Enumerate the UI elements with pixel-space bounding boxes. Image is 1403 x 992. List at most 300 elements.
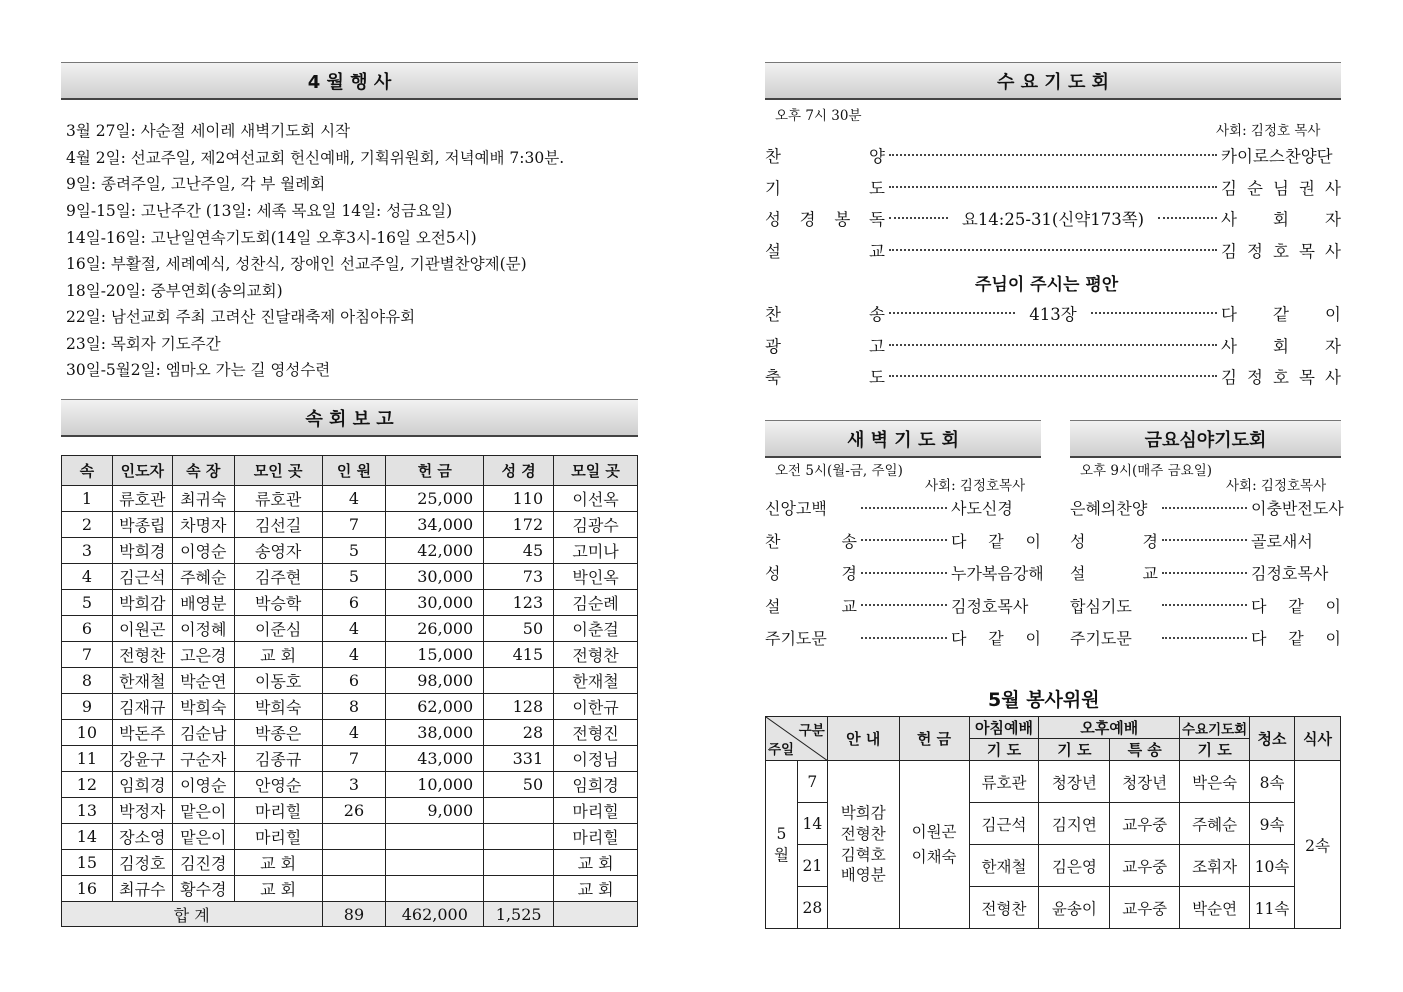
order-label: 은혜의찬양 [1070,499,1148,518]
col-header: 인 원 [322,456,386,486]
afternoon-prayer-header: 기 도 [1039,739,1110,761]
event-item: 4월 2일: 선교주일, 제2여선교회 헌신예배, 기획위원회, 저녁예배 7:30분. [66,149,565,167]
col-header: 속 [62,456,113,486]
table-cell: 13 [62,798,113,824]
afternoon-cell: 김은영 [1039,845,1110,887]
order-value: 다 같 이 [1251,629,1341,648]
order-label: 광 고 [765,336,885,356]
table-cell: 3 [322,772,386,798]
table-row [62,746,638,772]
table-row [62,772,638,798]
table-cell: 박희숙 [172,694,234,720]
leader-dots [889,249,1217,251]
dawn-title: 새 벽 기 도 회 [846,429,959,451]
table-cell [386,824,484,850]
table-cell: 맡은이 [172,798,234,824]
col-header: 인도자 [112,456,172,486]
order-label: 주기도문 [1070,629,1132,648]
order-line [765,301,1341,325]
order-value: 김 순 님 권 사 [1221,178,1341,198]
morning-cell: 전형찬 [969,887,1039,929]
table-cell: 박승학 [234,590,322,616]
table-cell: 7 [62,642,113,668]
day-cell: 21 [797,845,827,887]
table-cell: 45 [484,538,554,564]
table-cell: 15,000 [386,642,484,668]
afternoon-header: 오후예배 [1039,717,1180,739]
dawn-host: 사회: 김정호목사 [925,478,1026,494]
sermon-title: 주님이 주시는 평안 [975,275,1119,295]
table-cell: 43,000 [386,746,484,772]
col-header: 성 경 [484,456,554,486]
table-row [62,876,638,902]
table-cell: 한재철 [112,668,172,694]
table-cell: 김광수 [554,512,638,538]
leader-dots [1162,604,1247,606]
order-line [765,175,1341,199]
table-cell: 강윤구 [112,746,172,772]
table-cell: 62,000 [386,694,484,720]
table-cell: 이원곤 [112,616,172,642]
table-cell: 교 회 [234,642,322,668]
order-label: 찬 양 [765,147,885,166]
order-label: 설 교 [1070,564,1158,583]
special-cell: 교우중 [1110,887,1180,929]
table-cell: 주혜순 [172,564,234,590]
table-row [62,668,638,694]
table-cell: 김순례 [554,590,638,616]
order-label: 찬 송 [765,531,857,551]
table-cell: 7 [322,746,386,772]
morning-cell: 한재철 [969,845,1039,887]
leader-dots [889,217,948,219]
april-events-header [61,62,638,100]
table-cell: 김순남 [172,720,234,746]
table-row [62,590,638,616]
table-cell: 1 [62,486,113,512]
table-cell: 박희감 [112,590,172,616]
table-cell: 전형찬 [112,642,172,668]
table-cell: 이선옥 [554,486,638,512]
order-value: 다 같 이 [951,629,1041,648]
wednesday-header [765,62,1341,100]
order-value: 김정호목사 [1251,564,1329,583]
table-cell: 28 [484,720,554,746]
table-cell: 김재규 [112,694,172,720]
leader-dots [1162,637,1247,639]
table-cell: 이준심 [234,616,322,642]
table-cell: 이정님 [554,746,638,772]
clean-cell: 10속 [1250,845,1295,887]
order-label: 성 경 [765,564,857,583]
morning-cell: 류호관 [969,761,1039,803]
cell-report-body [62,486,638,902]
service-row [766,761,1341,803]
leader-dots [1162,507,1247,509]
order-value: 누가복음강해 [951,564,1044,583]
order-line [765,143,1341,167]
order-value: 골로새서 [1251,531,1313,551]
table-cell: 5 [322,564,386,590]
event-item: 16일: 부활절, 세례예식, 성찬식, 장애인 선교주일, 기관별찬양제(문) [66,255,527,273]
guide-header: 안 내 [827,717,899,761]
table-cell: 고미나 [554,538,638,564]
table-cell: 김정호 [112,850,172,876]
table-cell: 3 [62,538,113,564]
cell-report-table [61,455,638,927]
leader-dots [861,637,947,639]
table-cell [484,668,554,694]
table-cell: 이영순 [172,538,234,564]
week-label: 주일 [768,742,795,758]
table-cell: 김근석 [112,564,172,590]
table-row [62,486,638,512]
table-cell: 맡은이 [172,824,234,850]
order-line [1070,561,1341,584]
table-cell: 박정자 [112,798,172,824]
morning-cell: 김근석 [969,803,1039,845]
table-row [62,694,638,720]
friday-host: 사회: 김정호목사 [1226,478,1327,494]
table-cell: 15 [62,850,113,876]
table-cell: 박순연 [172,668,234,694]
table-cell: 이정혜 [172,616,234,642]
table-cell: 이영순 [172,772,234,798]
table-row [62,616,638,642]
table-cell: 4 [62,564,113,590]
table-cell: 9,000 [386,798,484,824]
table-cell: 4 [322,720,386,746]
table-cell: 이춘걸 [554,616,638,642]
table-cell: 4 [322,616,386,642]
table-cell: 황수경 [172,876,234,902]
morning-header: 아침예배 [969,717,1039,739]
table-row [62,850,638,876]
table-cell: 전형찬 [554,642,638,668]
table-cell: 박희경 [112,538,172,564]
guide-cell [827,761,899,929]
table-cell: 50 [484,772,554,798]
table-cell: 김진경 [172,850,234,876]
guides-label: 박희감 전형찬 김혁호 배영분 [840,803,886,885]
col-header: 헌 금 [386,456,484,486]
table-cell: 172 [484,512,554,538]
table-cell: 128 [484,694,554,720]
table-cell: 마리힐 [234,798,322,824]
table-row [62,720,638,746]
table-cell [322,850,386,876]
friday-title: 금요심야기도회 [1144,429,1267,451]
order-line [765,238,1341,262]
day-cell: 28 [797,887,827,929]
order-line [765,496,1041,519]
leader-dots [889,186,1217,188]
table-cell: 박인옥 [554,564,638,590]
order-label: 기 도 [765,178,885,198]
table-cell: 11 [62,746,113,772]
table-cell: 10 [62,720,113,746]
table-cell [484,850,554,876]
table-cell: 교 회 [234,876,322,902]
table-cell: 박종립 [112,512,172,538]
leader-dots [1162,539,1247,541]
leader-dots [861,572,947,574]
table-row [62,824,638,850]
day-cell: 7 [797,761,827,803]
month-label: 5 월 [773,825,789,864]
clean-header: 청소 [1250,717,1295,761]
special-header: 특 송 [1110,739,1180,761]
table-cell: 차명자 [172,512,234,538]
leader-dots [889,312,1015,314]
table-row [62,512,638,538]
table-cell: 2 [62,512,113,538]
wed-cell: 주혜순 [1180,803,1250,845]
order-label: 찬 송 [765,305,885,324]
event-item: 18일-20일: 중부연회(송의교회) [66,282,283,300]
table-cell: 마리힐 [554,798,638,824]
table-cell: 16 [62,876,113,902]
table-cell: 6 [62,616,113,642]
clean-cell: 8속 [1250,761,1295,803]
table-cell: 26,000 [386,616,484,642]
table-cell: 김선길 [234,512,322,538]
table-cell: 임희경 [112,772,172,798]
wed-prayer-header: 기 도 [1180,739,1250,761]
order-line [1070,594,1341,617]
order-line [765,529,1041,552]
leader-dots [889,344,1217,346]
total-people: 89 [322,902,386,927]
table-cell: 9 [62,694,113,720]
order-line [765,626,1041,649]
table-cell: 123 [484,590,554,616]
meal-header: 식사 [1295,717,1341,761]
order-label: 축 도 [765,368,885,387]
meal-cell: 2속 [1295,761,1341,929]
leader-dots [1162,572,1247,574]
wed-cell: 조휘자 [1180,845,1250,887]
may-service-title: 5월 봉사위원 [988,689,1100,711]
event-item: 9일: 종려주일, 고난주일, 각 부 월례회 [66,175,326,193]
table-cell: 마리힐 [234,824,322,850]
order-line [765,206,1341,230]
wed-cell: 박은숙 [1180,761,1250,803]
order-label: 신앙고백 [765,499,827,518]
event-item: 14일-16일: 고난일연속기도회(14일 오후3시-16일 오전5시) [66,229,477,247]
order-value: 카이로스찬양단 [1221,147,1333,166]
table-cell [386,850,484,876]
offering-cell [899,761,969,929]
dawn-time: 오전 5시(월-금, 주일) [775,463,903,479]
day-cell: 14 [797,803,827,845]
table-cell: 4 [322,486,386,512]
table-cell: 한재철 [554,668,638,694]
special-cell: 청장년 [1110,761,1180,803]
april-events-title: 4 월 행 사 [307,71,392,93]
table-row [62,564,638,590]
table-cell [484,876,554,902]
table-cell: 4 [322,642,386,668]
order-value: 김 정 호 목 사 [1221,368,1341,387]
table-cell: 교 회 [554,876,638,902]
table-cell: 박돈주 [112,720,172,746]
table-cell [322,824,386,850]
friday-time: 오후 9시(매주 금요일) [1080,463,1213,479]
wednesday-time: 오후 7시 30분 [775,108,862,124]
table-cell: 송영자 [234,538,322,564]
cell-report-header [61,399,638,437]
table-cell: 고은경 [172,642,234,668]
table-cell: 임희경 [554,772,638,798]
table-cell [386,876,484,902]
table-cell [484,798,554,824]
special-cell: 교우중 [1110,803,1180,845]
table-row [62,538,638,564]
table-cell: 8 [62,668,113,694]
table-cell: 5 [322,538,386,564]
wed-cell: 박순연 [1180,887,1250,929]
table-row [62,798,638,824]
table-cell: 6 [322,668,386,694]
table-cell: 25,000 [386,486,484,512]
event-item: 30일-5월2일: 엠마오 가는 길 영성수련 [66,361,331,379]
total-bible: 1,525 [484,902,554,927]
col-header: 모인 곳 [234,456,322,486]
order-label: 설 교 [765,241,885,261]
offering-label: 이원곤 이채숙 [911,822,957,866]
order-line [1070,496,1344,519]
leader-dots [1158,217,1217,219]
table-cell [322,876,386,902]
afternoon-cell: 청장년 [1039,761,1110,803]
cell-report-header-row [62,456,638,486]
order-value: 다 같 이 [951,531,1041,551]
table-cell: 6 [322,590,386,616]
order-value: 사 회 자 [1221,336,1341,356]
wednesday-title: 수 요 기 도 회 [996,71,1109,93]
table-cell: 교 회 [554,850,638,876]
table-cell: 34,000 [386,512,484,538]
table-cell: 331 [484,746,554,772]
table-cell: 26 [322,798,386,824]
table-cell: 50 [484,616,554,642]
order-label: 성 경 [1070,531,1158,551]
table-cell: 10,000 [386,772,484,798]
table-cell: 박종은 [234,720,322,746]
order-value: 이충반전도사 [1251,499,1344,518]
table-cell: 5 [62,590,113,616]
order-line [1070,626,1341,649]
table-cell: 마리힐 [554,824,638,850]
order-value: 다 같 이 [1221,305,1341,324]
offering-header: 헌 금 [899,717,969,761]
table-cell: 7 [322,512,386,538]
total-offering: 462,000 [386,902,484,927]
table-cell: 98,000 [386,668,484,694]
may-service-table [765,716,1341,929]
table-row [62,642,638,668]
table-cell: 안영순 [234,772,322,798]
friday-header [1070,420,1341,458]
table-cell: 14 [62,824,113,850]
table-cell: 류호관 [234,486,322,512]
wed-header: 수요기도회 [1180,717,1250,739]
table-cell: 42,000 [386,538,484,564]
table-cell: 박희숙 [234,694,322,720]
event-item: 3월 27일: 사순절 세이레 새벽기도회 시작 [66,122,351,140]
order-detail: 요14:25-31(신약173쪽) [961,210,1145,229]
table-cell: 110 [484,486,554,512]
order-line [1070,529,1341,552]
dawn-header [765,420,1041,458]
table-cell: 장소영 [112,824,172,850]
afternoon-cell: 김지연 [1039,803,1110,845]
wednesday-host: 사회: 김정호 목사 [1216,123,1321,139]
order-line [765,594,1041,617]
table-cell: 38,000 [386,720,484,746]
table-cell: 배영분 [172,590,234,616]
cell-report-title: 속 회 보 고 [305,408,394,430]
order-value: 사도신경 [951,499,1013,518]
leader-dots [1091,312,1217,314]
table-cell: 8 [322,694,386,720]
cell-report-total-row [62,902,638,927]
table-cell: 류호관 [112,486,172,512]
morning-prayer-header: 기 도 [969,739,1039,761]
leader-dots [861,604,947,606]
table-cell: 이동호 [234,668,322,694]
table-cell: 교 회 [234,850,322,876]
order-label: 성 경 봉 독 [765,210,885,229]
table-cell: 이한규 [554,694,638,720]
table-cell: 최귀숙 [172,486,234,512]
diagonal-header [766,717,828,761]
table-cell [484,824,554,850]
leader-dots [861,507,947,509]
order-value: 사 회 자 [1221,210,1341,229]
event-item: 22일: 남선교회 주최 고려산 진달래축제 아침야유회 [66,308,416,326]
order-label: 설 교 [765,596,857,616]
table-cell: 30,000 [386,590,484,616]
order-line [765,561,1044,584]
leader-dots [861,539,947,541]
clean-cell: 9속 [1250,803,1295,845]
total-label: 합 계 [62,902,323,927]
leader-dots [889,154,1217,156]
special-cell: 교우중 [1110,845,1180,887]
clean-cell: 11속 [1250,887,1295,929]
event-item: 9일-15일: 고난주간 (13일: 세족 목요일 14일: 성금요일) [66,202,453,220]
table-cell: 최규수 [112,876,172,902]
col-header: 모일 곳 [554,456,638,486]
table-cell: 김주현 [234,564,322,590]
col-header: 속 장 [172,456,234,486]
leader-dots [889,375,1217,377]
table-cell: 415 [484,642,554,668]
order-value: 다 같 이 [1251,596,1341,616]
order-detail: 413장 [1029,305,1077,324]
table-cell: 73 [484,564,554,590]
table-cell: 12 [62,772,113,798]
table-cell: 30,000 [386,564,484,590]
gubun-label: 구분 [798,723,825,739]
table-cell: 전형진 [554,720,638,746]
table-cell: 구순자 [172,746,234,772]
order-value: 김정호목사 [951,596,1029,616]
order-label: 주기도문 [765,629,827,648]
order-line [765,364,1341,388]
